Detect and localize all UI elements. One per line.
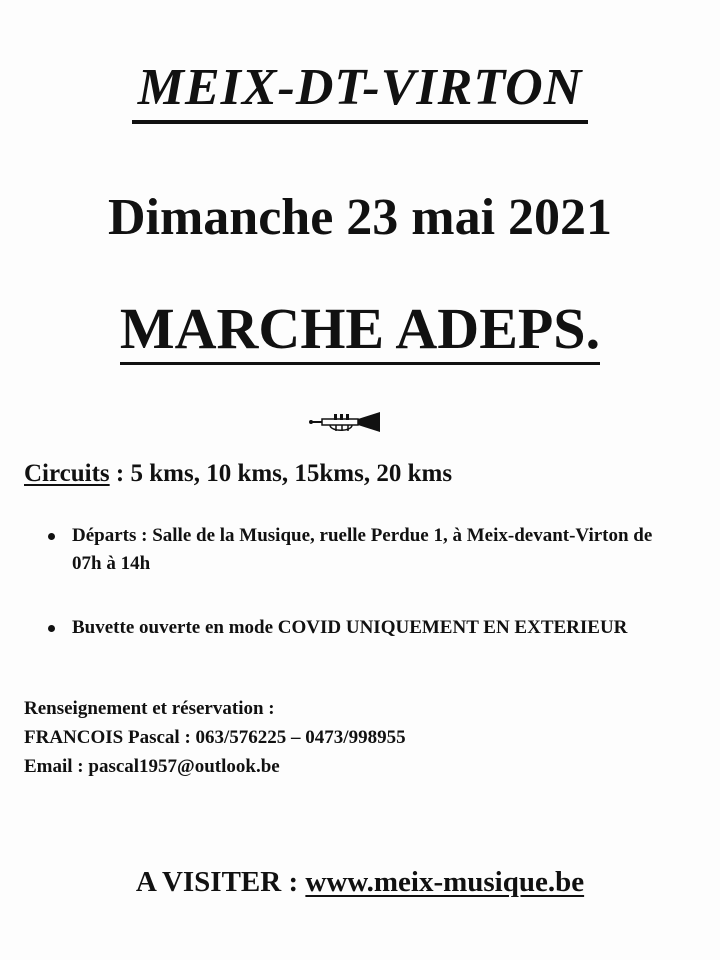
list-item-bar: Buvette ouverte en mode COVID UNIQUEMENT EN EXTERIEUR [44,614,664,642]
visit-footer [0,864,720,900]
contact-phone: FRANCOIS Pascal : 063/576225 – 0473/998955 [24,727,406,748]
visit-label: A VISITER : [135,866,306,898]
event-title-text: MARCHE ADEPS. [120,298,600,365]
circuits-label: Circuits [24,460,110,487]
town-title [0,58,720,124]
contact-heading: Renseignement et réservation : [24,698,275,719]
trumpet-icon [308,410,384,436]
contact-email: Email : pascal1957@outlook.be [24,756,280,777]
info-list [44,522,664,678]
website-link[interactable]: www.meix-musique.be [305,866,585,898]
circuits-separator: : [109,460,131,487]
list-item-departures: Départs : Salle de la Musique, ruelle Perdue 1, à Meix-devant-Virton de 07h à 14h [44,522,664,578]
contact-block [24,694,406,781]
town-title-text: MEIX-DT-VIRTON [132,58,589,124]
event-title [0,298,720,365]
circuits-distances: 5 kms, 10 kms, 15kms, 20 kms [130,460,453,487]
circuits-line [24,458,452,490]
event-date: Dimanche 23 mai 2021 [107,189,613,246]
